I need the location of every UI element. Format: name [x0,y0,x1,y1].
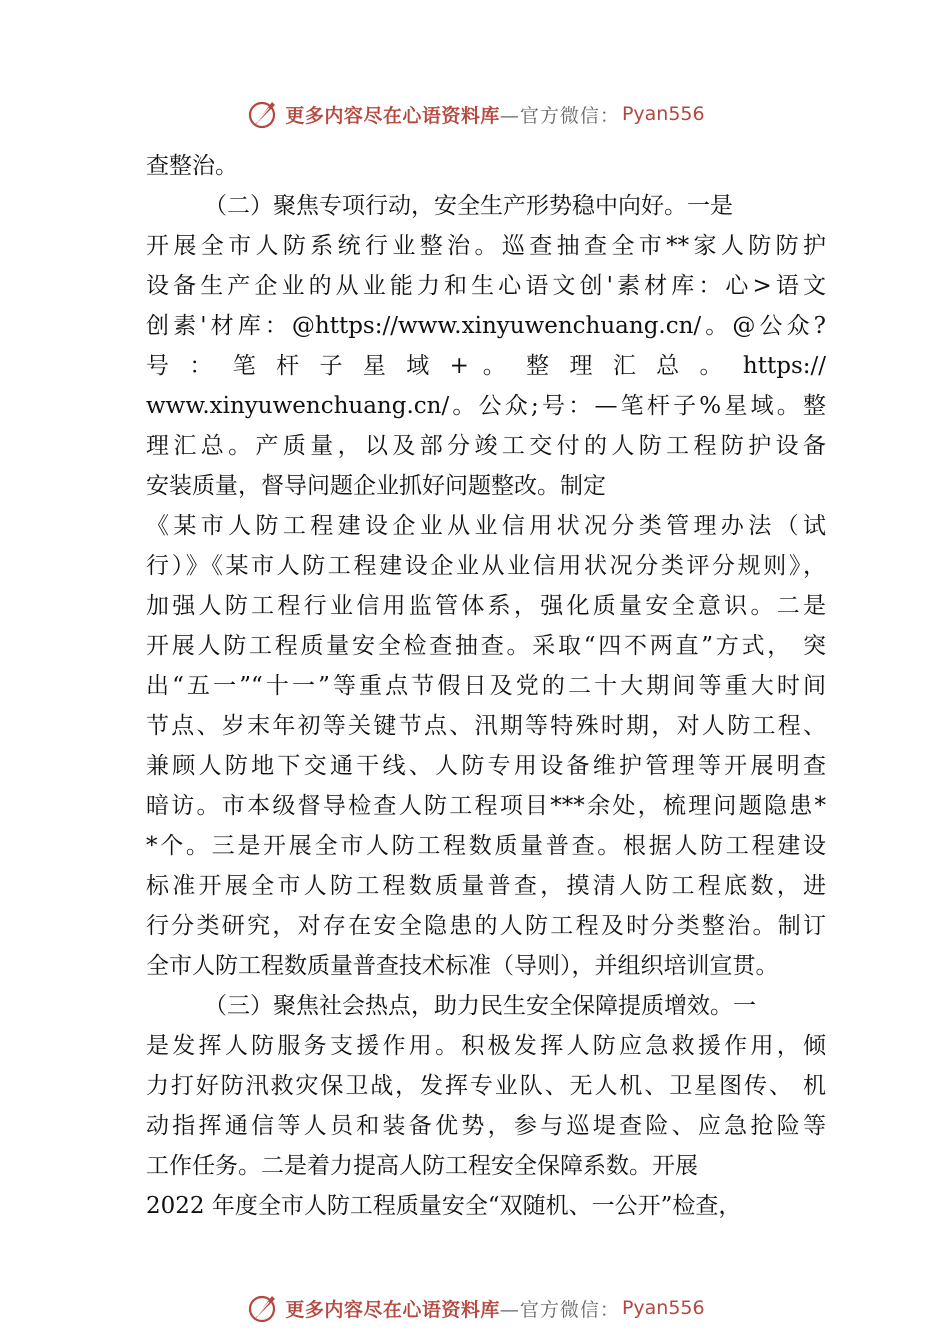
text-line: 设备生产企业的从业能力和生心语文创'素材库：心>语文 [146,273,826,299]
text-line: 理汇总。产质量，以及部分竣工交付的人防工程防护设备 [146,433,826,459]
page-header [0,94,950,134]
wechat-id: Pyan556 [621,1297,705,1319]
text-line: （二）聚焦专项行动，安全生产形势稳中向好。一是 [204,193,733,219]
text-line: 全市人防工程数质量普查技术标准（导则），并组织培训宣贯。 [146,953,779,979]
text-line: 兼顾人防地下交通干线、人防专用设备维护管理等开展明查 [146,753,826,779]
text-line: 行）》《某市人防工程建设企业从业信用状况分类评分规则》， [146,553,826,579]
text-line: *个。三是开展全市人防工程数质量普查。根据人防工程建设 [146,833,826,859]
page-footer [0,1288,950,1328]
wechat-id: Pyan556 [621,103,705,125]
document-body [146,146,826,1226]
text-line: 创素'材库：@https://www.xinyuwenchuang.cn/。@公众? [146,313,826,339]
text-line: 行分类研究，对存在安全隐患的人防工程及时分类整治。制订 [146,913,826,939]
quill-pen-logo-icon [245,1290,281,1326]
text-line: 开展全市人防系统行业整治。巡查抽查全市**家人防防护 [146,233,826,259]
text-line: 力打好防汛救灾保卫战，发挥专业队、无人机、卫星图传、 机 [146,1073,826,1099]
quill-pen-logo-icon [245,96,281,132]
text-line: 节点、岁末年初等关键节点、汛期等特殊时期，对人防工程、 [146,713,826,739]
text-line: 2022 年度全市人防工程质量安全“双随机、一公开”检查， [146,1193,742,1219]
text-line: 加强人防工程行业信用监管体系，强化质量安全意识。二是 [146,593,826,619]
text-line: 动指挥通信等人员和装备优势，参与巡堤查险、应急抢险等 [146,1113,826,1139]
brand-name: 更多内容尽在心语资料库 [285,1298,500,1321]
text-line: （三）聚焦社会热点，助力民生安全保障提质增效。一 [204,993,756,1019]
text-line: 工作任务。二是着力提高人防工程安全保障系数。开展 [146,1153,698,1179]
text-line: 暗访。市本级督导检查人防工程项目***余处，梳理问题隐患* [146,793,826,819]
text-line: 查整治。 [146,153,238,179]
text-line: 《某市人防工程建设企业从业信用状况分类管理办法（试 [146,513,826,539]
brand-separator: —官方微信： [499,104,620,127]
text-line: 安装质量，督导问题企业抓好问题整改。制定 [146,473,606,499]
text-line: 标准开展全市人防工程数质量普查，摸清人防工程底数，进 [146,873,826,899]
text-line: 出“五一”“十一”等重点节假日及党的二十大期间等重大时间 [146,673,826,699]
text-line: 号 ： 笔 杆 子 星 域 + 。 整 理 汇 总 。 https:// [146,353,826,379]
brand-name: 更多内容尽在心语资料库 [285,104,500,127]
brand-separator: —官方微信： [499,1298,620,1321]
text-line: www.xinyuwenchuang.cn/。公众;号：—笔杆子%星域。整 [146,393,826,419]
text-line: 开展人防工程质量安全检查抽查。采取“四不两直”方式， 突 [146,633,826,659]
text-line: 是发挥人防服务支援作用。积极发挥人防应急救援作用，倾 [146,1033,826,1059]
